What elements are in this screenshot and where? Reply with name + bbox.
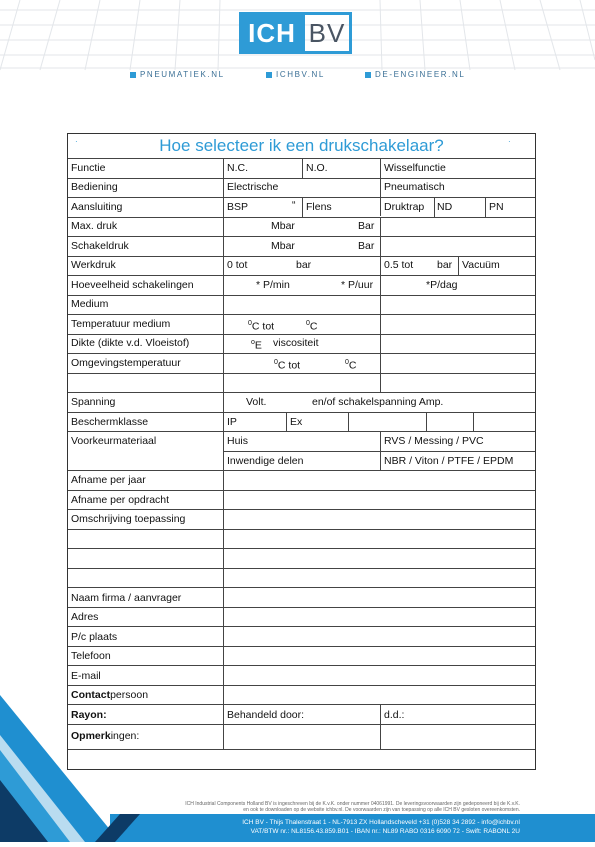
column-divider <box>380 275 381 392</box>
label-schakeldruk: Schakeldruk <box>71 240 129 252</box>
option-vacuum[interactable]: Vacuüm <box>462 259 500 271</box>
label-naam-firma: Naam firma / aanvrager <box>71 592 182 604</box>
option-wisselfunctie[interactable]: Wisselfunctie <box>384 162 446 174</box>
row-divider <box>68 334 535 335</box>
unit-bar: Bar <box>358 240 375 252</box>
label-medium: Medium <box>71 298 109 310</box>
label-opmerkingen: Opmerkingen: <box>71 730 140 742</box>
label-contactpersoon: Contactpersoon <box>71 689 149 701</box>
row-divider <box>68 431 535 432</box>
label-bediening: Bediening <box>71 181 118 193</box>
email-input[interactable] <box>224 666 535 684</box>
row-divider <box>68 568 535 569</box>
row-divider <box>223 451 535 452</box>
column-divider <box>348 412 349 431</box>
link-label: ICHBV.NL <box>276 70 325 79</box>
row-divider <box>68 392 535 393</box>
options-huis-materiaal[interactable]: RVS / Messing / PVC <box>384 435 484 447</box>
unit-mbar: Mbar <box>271 220 295 232</box>
row-divider <box>68 256 535 257</box>
label-behandeld-door: Behandeld door: <box>227 709 305 721</box>
omschrijving-input[interactable] <box>224 510 535 528</box>
label-schakelspanning: en/of schakelspanning Amp. <box>312 396 444 408</box>
label-omschrijving: Omschrijving toepassing <box>71 513 186 525</box>
label-functie: Functie <box>71 162 106 174</box>
footer-address: ICH BV - Thijs Thalenstraat 1 - NL-7913 ZX Hollandscheveld +31 (0)528 34 2892 - info@ichbv.nl <box>242 819 520 826</box>
column-divider <box>380 704 381 749</box>
label-afname-opdracht: Afname per opdracht <box>71 494 170 506</box>
row-divider <box>68 236 535 237</box>
label-dikte: Dikte (dikte v.d. Vloeistof) <box>71 337 190 349</box>
label-inwendige-delen: Inwendige delen <box>227 455 304 467</box>
temp-unit: $^0$C <box>306 320 318 333</box>
werkdruk-range-2: 0.5 tot <box>384 259 414 271</box>
row-divider <box>68 412 535 413</box>
field-nd[interactable]: ND <box>437 201 453 213</box>
option-pneumatisch[interactable]: Pneumatisch <box>384 181 445 193</box>
label-max-druk: Max. druk <box>71 220 118 232</box>
medium-input[interactable] <box>224 296 535 314</box>
telefoon-input[interactable] <box>224 647 535 665</box>
option-flens[interactable]: Flens <box>306 201 332 213</box>
label-pc-plaats: P/c plaats <box>71 631 118 643</box>
contactpersoon-input[interactable] <box>224 686 535 704</box>
link-ichbv[interactable] <box>266 70 325 79</box>
temp-range: $^0$C tot <box>248 320 275 333</box>
link-pneumatiek[interactable] <box>130 70 225 79</box>
row-divider <box>68 749 535 750</box>
pc-plaats-input[interactable] <box>224 627 535 645</box>
row-divider <box>68 704 535 705</box>
label-telefoon: Telefoon <box>71 650 111 662</box>
column-divider <box>380 217 381 275</box>
unit-mbar: Mbar <box>271 240 295 252</box>
label-beschermklasse: Beschermklasse <box>71 416 149 428</box>
unit-p-min: * P/min <box>256 279 290 291</box>
company-logo <box>239 12 355 54</box>
field-pn[interactable]: PN <box>489 201 504 213</box>
column-divider <box>458 256 459 275</box>
werkdruk-range: 0 tot <box>227 259 248 271</box>
column-divider <box>380 197 381 216</box>
label-adres: Adres <box>71 611 99 623</box>
naam-firma-input[interactable] <box>224 588 535 606</box>
fineprint-line-1: ICH Industrial Components Holland BV is ingeschreven bij de K.v.K. onder nummer 04061991. De leveringsvoorwaarden zijn gedeponeerd bij de K.v.K. <box>185 801 520 807</box>
logo-bv: BV <box>305 12 352 54</box>
row-divider <box>68 314 535 315</box>
link-label: DE-ENGINEER.NL <box>375 70 466 79</box>
column-divider <box>485 197 486 217</box>
column-divider <box>380 431 381 470</box>
label-omgeving: Omgevingstemperatuur <box>71 357 181 369</box>
options-inwendig-materiaal[interactable]: NBR / Viton / PTFE / EPDM <box>384 455 514 467</box>
omgeving-unit: $^0$C <box>345 359 357 372</box>
column-divider <box>473 412 474 431</box>
label-dd: d.d.: <box>384 709 405 721</box>
row-divider <box>68 178 535 179</box>
inch-mark: “ <box>292 199 296 211</box>
column-divider <box>302 158 303 178</box>
label-email: E-mail <box>71 670 101 682</box>
selection-form <box>67 133 536 770</box>
afname-opdracht-input[interactable] <box>224 491 535 509</box>
column-divider <box>286 412 287 431</box>
label-spanning: Spanning <box>71 396 116 408</box>
square-icon <box>365 72 371 78</box>
website-links <box>0 70 595 82</box>
row-divider <box>68 373 535 374</box>
column-divider <box>380 158 381 197</box>
fineprint-line-2: en ook te downloaden op de website ichbv.nl. De voorwaarden zijn van toepassing op alle ICH BV gesloten overeenkomsten. <box>243 807 520 813</box>
legal-fineprint <box>120 801 520 813</box>
footer-contact <box>120 818 520 836</box>
row-divider <box>68 217 535 218</box>
row-divider <box>68 529 535 530</box>
label-temp-medium: Temperatuur medium <box>71 318 171 330</box>
label-aansluiting: Aansluiting <box>71 201 123 213</box>
column-divider <box>426 412 427 431</box>
unit-bar: Bar <box>358 220 375 232</box>
square-icon <box>266 72 272 78</box>
link-de-engineer[interactable] <box>365 70 465 79</box>
row-divider <box>68 353 535 354</box>
label-rayon: Rayon: <box>71 709 107 721</box>
label-werkdruk: Werkdruk <box>71 259 116 271</box>
logo-ich: ICH <box>239 12 305 54</box>
unit-p-uur: * P/uur <box>341 279 374 291</box>
row-divider <box>68 548 535 549</box>
field-ip[interactable]: IP <box>227 416 237 428</box>
square-icon <box>130 72 136 78</box>
unit-volt: Volt. <box>246 396 267 408</box>
label-hoeveelheid: Hoeveelheid schakelingen <box>71 279 194 291</box>
label-viscositeit: viscositeit <box>273 337 319 349</box>
omgeving-range: $^0$C tot <box>274 359 301 372</box>
option-druktrap[interactable]: Druktrap <box>384 201 425 213</box>
corner-mark: · <box>508 137 511 146</box>
unit-bar: bar <box>437 259 453 271</box>
unit-bar: bar <box>296 259 312 271</box>
row-divider <box>68 275 535 276</box>
corner-mark: · <box>75 137 78 146</box>
column-divider <box>434 197 435 217</box>
label-voorkeur: Voorkeurmateriaal <box>71 435 157 447</box>
form-title: Hoe selecteer ik een drukschakelaar? <box>159 136 444 155</box>
column-divider <box>302 197 303 217</box>
unit-engler: $^o$E <box>251 339 262 352</box>
afname-jaar-input[interactable] <box>224 471 535 489</box>
option-nc[interactable]: N.C. <box>227 162 248 174</box>
link-label: PNEUMATIEK.NL <box>140 70 225 79</box>
adres-input[interactable] <box>224 608 535 626</box>
row-divider <box>68 724 535 725</box>
label-huis: Huis <box>227 435 249 447</box>
unit-p-dag: *P/dag <box>426 279 458 291</box>
field-ex[interactable]: Ex <box>290 416 303 428</box>
label-afname-jaar: Afname per jaar <box>71 474 146 486</box>
option-no[interactable]: N.O. <box>306 162 328 174</box>
option-bsp[interactable]: BSP <box>227 201 249 213</box>
footer-bank: VAT/BTW nr.: NL8156.43.859.B01 - IBAN nr.: NL89 RABO 0316 6090 72 - Swift: RABONL 2U <box>250 828 520 835</box>
option-electrische[interactable]: Electrische <box>227 181 279 193</box>
